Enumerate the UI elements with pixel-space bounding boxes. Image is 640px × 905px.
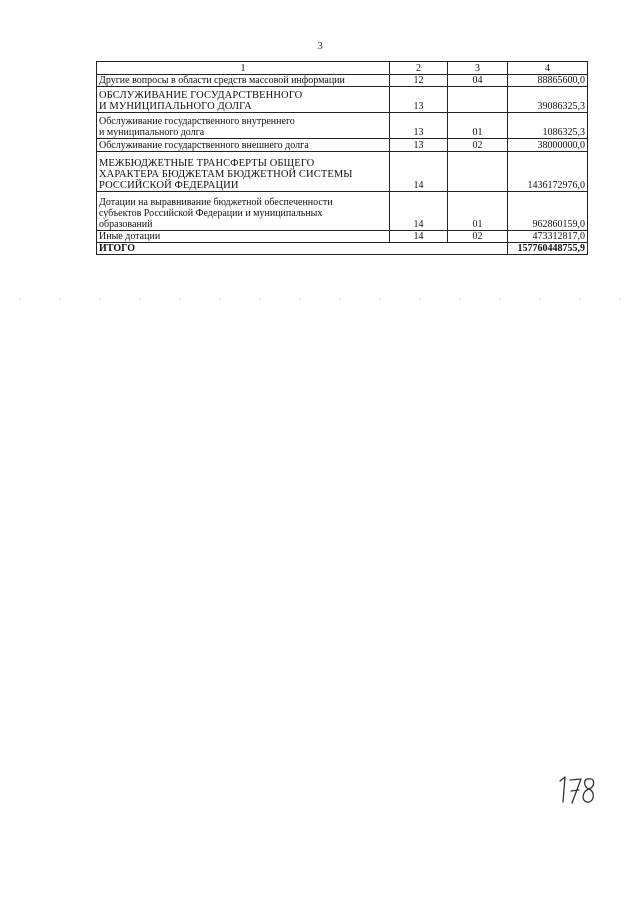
budget-table <box>96 61 588 255</box>
row-name: МЕЖБЮДЖЕТНЫЕ ТРАНСФЕРТЫ ОБЩЕГО ХАРАКТЕРА БЮДЖЕТАМ БЮДЖЕТНОЙ СИСТЕМЫ РОССИЙСКОЙ ФЕДЕРАЦИИ <box>97 152 390 192</box>
row-amount: 88865600,0 <box>508 75 588 87</box>
row-name: ОБСЛУЖИВАНИЕ ГОСУДАРСТВЕННОГО И МУНИЦИПАЛЬНОГО ДОЛГА <box>97 87 390 113</box>
total-amount: 157760448755,9 <box>508 243 588 255</box>
table-row <box>97 139 588 152</box>
row-section: 13 <box>390 113 448 139</box>
row-amount: 38000000,0 <box>508 139 588 152</box>
row-section: 14 <box>390 152 448 192</box>
page-number: 3 <box>317 40 323 52</box>
row-section: 12 <box>390 75 448 87</box>
row-section: 13 <box>390 87 448 113</box>
row-section: 14 <box>390 231 448 243</box>
handwritten-page-number <box>556 772 600 812</box>
row-amount: 1086325,3 <box>508 113 588 139</box>
row-amount: 962860159,0 <box>508 192 588 231</box>
row-amount: 39086325,3 <box>508 87 588 113</box>
row-name: Иные дотации <box>97 231 390 243</box>
table-row <box>97 75 588 87</box>
row-name: Обслуживание государственного внутреннего и муниципального долга <box>97 113 390 139</box>
total-row <box>97 243 588 255</box>
row-subsection: 01 <box>448 113 508 139</box>
row-subsection: 01 <box>448 192 508 231</box>
row-name: Обслуживание государственного внешнего долга <box>97 139 390 152</box>
row-amount: 1436172976,0 <box>508 152 588 192</box>
header-cell-2: 2 <box>390 62 448 75</box>
row-name: Другие вопросы в области средств массовой информации <box>97 75 390 87</box>
row-subsection: 02 <box>448 231 508 243</box>
table-row <box>97 192 588 231</box>
header-cell-4: 4 <box>508 62 588 75</box>
header-cell-3: 3 <box>448 62 508 75</box>
row-subsection: 02 <box>448 139 508 152</box>
table-row <box>97 87 588 113</box>
row-section: 13 <box>390 139 448 152</box>
row-subsection: 04 <box>448 75 508 87</box>
scan-artifact-line <box>0 299 640 300</box>
header-cell-1: 1 <box>97 62 390 75</box>
row-subsection <box>448 87 508 113</box>
row-section: 14 <box>390 192 448 231</box>
row-amount: 473312817,0 <box>508 231 588 243</box>
table-row <box>97 113 588 139</box>
total-label: ИТОГО <box>97 243 508 255</box>
table-row <box>97 152 588 192</box>
table-header-row <box>97 62 588 75</box>
table-row <box>97 231 588 243</box>
row-subsection <box>448 152 508 192</box>
row-name: Дотации на выравнивание бюджетной обеспеченности субъектов Российской Федерации и муниципальных образований <box>97 192 390 231</box>
